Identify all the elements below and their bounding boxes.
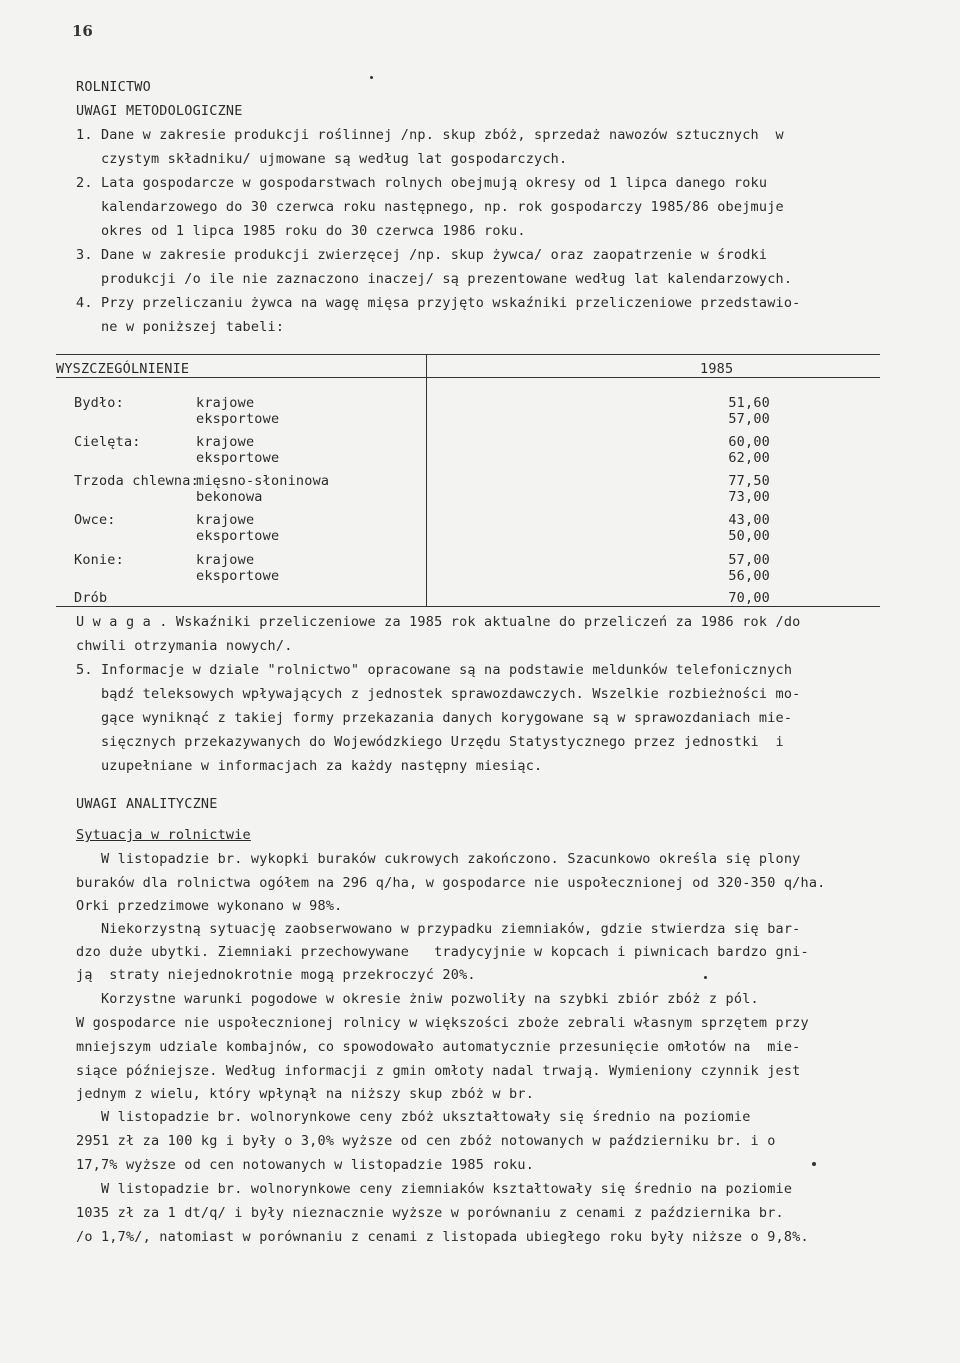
table-header-year: 1985 — [700, 361, 734, 377]
row-subtype: mięsno-słoninowa — [196, 473, 330, 489]
analytic-line: dzo duże ubytki. Ziemniaki przechowywane tradycyjnie w kopcach i piwnicach bardzo gni- — [76, 944, 809, 960]
note-line: gące wyniknąć z takiej formy przekazania danych korygowane są w sprawozdaniach mie- — [76, 710, 793, 726]
row-subtype: eksportowe — [196, 568, 280, 584]
methodology-line: 4. Przy przeliczaniu żywca na wagę mięsa przyjęto wskaźniki przeliczeniowe przedstawio- — [76, 295, 801, 311]
analytic-line: Niekorzystną sytuację zaobserwowano w przypadku ziemniaków, gdzie stwierdza się bar- — [76, 921, 801, 937]
row-value: 51,60 — [728, 395, 770, 411]
row-group: Trzoda chlewna: — [74, 473, 199, 489]
methodology-line: produkcji /o ile nie zaznaczono inaczej/ są prezentowane według lat kalendarzowych. — [76, 271, 793, 287]
note-line: 5. Informacje w dziale "rolnictwo" opracowane są na podstawie meldunków telefonicznych — [76, 662, 793, 678]
row-value: 56,00 — [728, 568, 770, 584]
methodology-line: 3. Dane w zakresie produkcji zwierzęcej /np. skup żywca/ oraz zaopatrzenie w środki — [76, 247, 768, 263]
table-top-rule — [56, 354, 880, 355]
analytic-line: 1035 zł za 1 dt/q/ i były nieznacznie wyższe w porównaniu z cenami z października br. — [76, 1205, 784, 1221]
row-subtype: krajowe — [196, 552, 255, 568]
analytic-line: 17,7% wyższe od cen notowanych w listopadzie 1985 roku. — [76, 1157, 535, 1173]
methodology-line: 1. Dane w zakresie produkcji roślinnej /np. skup zbóż, sprzedaż nawozów sztucznych w — [76, 127, 784, 143]
table-header-rule — [56, 377, 880, 378]
analytic-line: W gospodarce nie uspołecznionej rolnicy w większości zboże zebrali własnym sprzętem przy — [76, 1015, 809, 1031]
analytic-line: /o 1,7%/, natomiast w porównaniu z cenami z listopada ubiegłego roku były niższe o 9,8%. — [76, 1229, 809, 1245]
row-value: 50,00 — [728, 528, 770, 544]
section-title: ROLNICTWO — [76, 79, 151, 95]
analytic-line: ją straty niejednokrotnie mogą przekroczyć 20%. — [76, 967, 476, 983]
row-value: 70,00 — [728, 590, 770, 606]
row-group: Konie: — [74, 552, 124, 568]
analytic-heading: UWAGI ANALITYCZNE — [76, 796, 218, 812]
table-bottom-rule — [56, 606, 880, 607]
row-subtype: krajowe — [196, 434, 255, 450]
row-value: 57,00 — [728, 552, 770, 568]
note-line: U w a g a . Wskaźniki przeliczeniowe za 1985 rok aktualne do przeliczeń za 1986 rok /do — [76, 614, 801, 630]
row-subtype: eksportowe — [196, 450, 280, 466]
row-value: 43,00 — [728, 512, 770, 528]
row-subtype: krajowe — [196, 512, 255, 528]
row-value: 57,00 — [728, 411, 770, 427]
row-subtype: krajowe — [196, 395, 255, 411]
row-value: 60,00 — [728, 434, 770, 450]
note-line: bądź teleksowych wpływających z jednostek sprawozdawczych. Wszelkie rozbieżności mo- — [76, 686, 801, 702]
methodology-heading: UWAGI METODOLOGICZNE — [76, 103, 243, 119]
row-subtype: bekonowa — [196, 489, 263, 505]
row-group: Bydło: — [74, 395, 124, 411]
analytic-line: W listopadzie br. wolnorynkowe ceny ziemniaków kształtowały się średnio na poziomie — [76, 1181, 793, 1197]
methodology-line: ne w poniższej tabeli: — [76, 319, 285, 335]
analytic-line: 2951 zł za 100 kg i były o 3,0% wyższe od cen zbóż notowanych w październiku br. i o — [76, 1133, 776, 1149]
analytic-line: W listopadzie br. wykopki buraków cukrowych zakończono. Szacunkowo określa się plony — [76, 851, 801, 867]
analytic-line: mniejszym udziale kombajnów, co spowodowało automatycznie przesunięcie omłotów na mie- — [76, 1039, 801, 1055]
row-subtype: eksportowe — [196, 411, 280, 427]
methodology-line: kalendarzowego do 30 czerwca roku następnego, np. rok gospodarczy 1985/86 obejmuje — [76, 199, 784, 215]
row-group: Drób — [74, 590, 108, 606]
methodology-line: 2. Lata gospodarcze w gospodarstwach rolnych obejmują okresy od 1 lipca danego roku — [76, 175, 768, 191]
table-header-label: WYSZCZEGÓLNIENIE — [56, 361, 190, 377]
note-line: sięcznych przekazywanych do Wojewódzkiego Urzędu Statystycznego przez jednostki i — [76, 734, 784, 750]
analytic-line: jednym z wielu, który wpłynął na niższy skup zbóż w br. — [76, 1086, 535, 1102]
note-line: chwili otrzymania nowych/. — [76, 638, 293, 654]
page-number: 16 — [72, 22, 93, 40]
scan-speck — [370, 76, 373, 79]
methodology-line: czystym składniku/ ujmowane są według lat gospodarczych. — [76, 151, 568, 167]
row-subtype: eksportowe — [196, 528, 280, 544]
analytic-line: siące późniejsze. Według informacji z gmin omłoty nadal trwają. Wymieniony czynnik jest — [76, 1063, 801, 1079]
scan-speck — [704, 976, 707, 979]
row-value: 77,50 — [728, 473, 770, 489]
row-group: Owce: — [74, 512, 116, 528]
analytic-line: Korzystne warunki pogodowe w okresie żniw pozwoliły na szybki zbiór zbóż z pól. — [76, 991, 759, 1007]
row-group: Cielęta: — [74, 434, 141, 450]
analytic-line: W listopadzie br. wolnorynkowe ceny zbóż ukształtowały się średnio na poziomie — [76, 1109, 751, 1125]
table-column-divider — [426, 354, 427, 606]
row-value: 73,00 — [728, 489, 770, 505]
analytic-subheading: Sytuacja w rolnictwie — [76, 827, 251, 843]
methodology-line: okres od 1 lipca 1985 roku do 30 czerwca 1986 roku. — [76, 223, 526, 239]
note-line: uzupełniane w informacjach za każdy następny miesiąc. — [76, 758, 543, 774]
row-value: 62,00 — [728, 450, 770, 466]
analytic-line: Orki przedzimowe wykonano w 98%. — [76, 898, 343, 914]
analytic-line: buraków dla rolnictwa ogółem na 296 q/ha, w gospodarce nie uspołecznionej od 320-350 q/ha. — [76, 875, 826, 891]
scan-speck — [812, 1162, 816, 1166]
